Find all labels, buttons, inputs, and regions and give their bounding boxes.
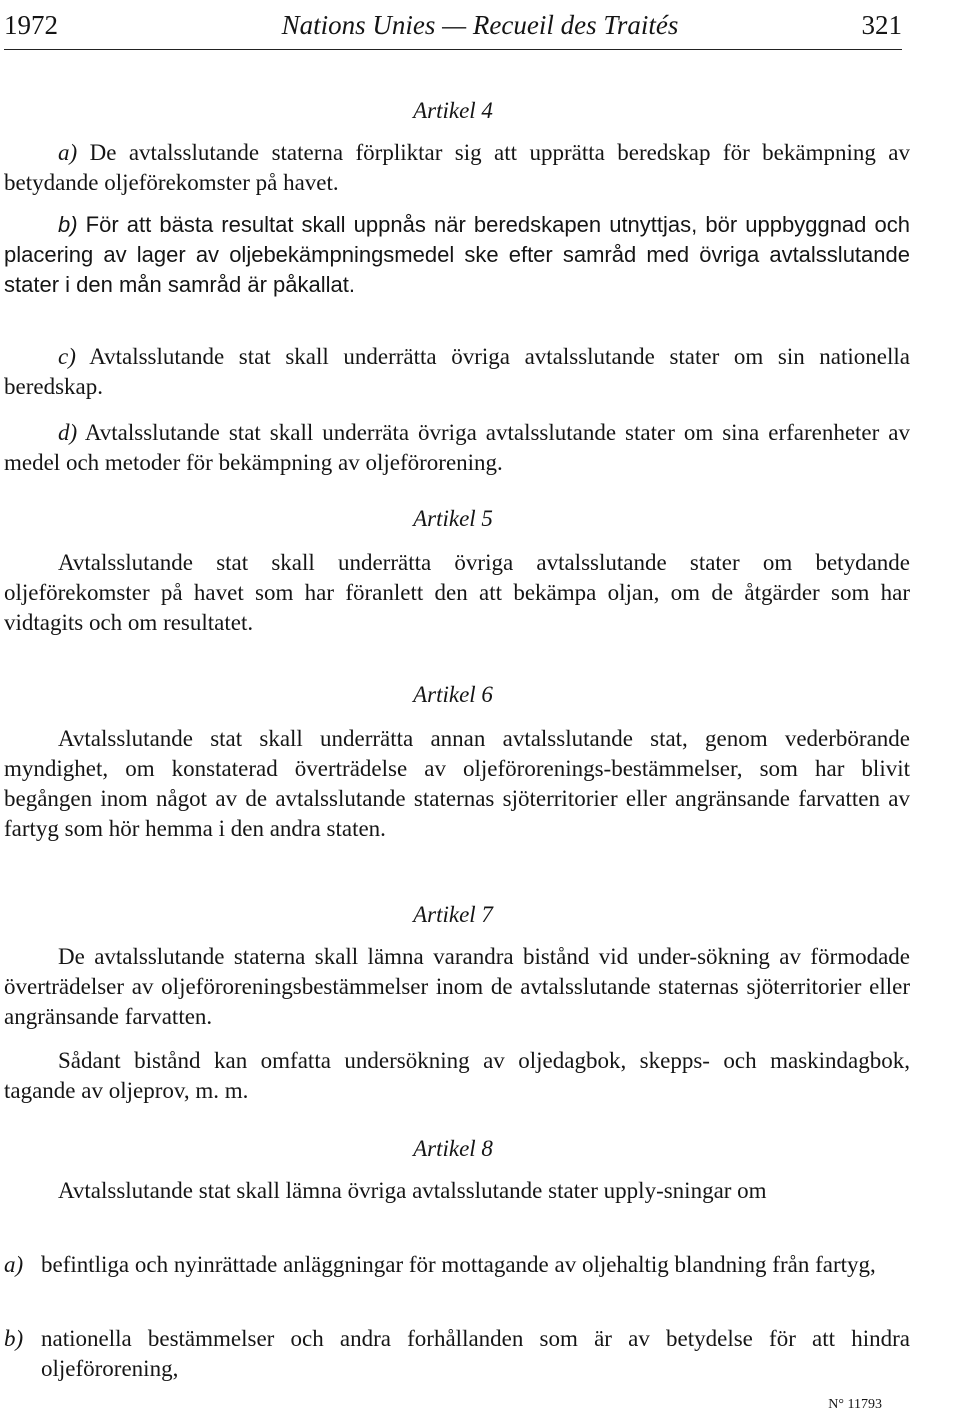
article-7-heading: Artikel 7: [413, 902, 493, 927]
paragraph-label: b): [58, 212, 78, 237]
article-6-paragraph: Avtalsslutande stat skall underrätta annan avtalsslutande stat, genom vederbörande myndighet, om konstaterad överträdelse av oljeförorenings-bestämmelser, som har blivit begången inom något av de avtalsslutande staternas sjöterritorier eller angränsande farvatten av fartyg som hör hemma i den andra staten.: [4, 726, 910, 841]
paragraph-label: d): [58, 420, 78, 445]
article-5-heading: Artikel 5: [413, 506, 493, 531]
article-4-heading: Artikel 4: [413, 98, 493, 123]
article-4-paragraph-a: [4, 138, 910, 198]
article-8-paragraph: Avtalsslutande stat skall lämna övriga avtalsslutande stater upply-sningar om: [58, 1178, 767, 1203]
article-4-paragraph-b: [4, 210, 910, 300]
header-year: 1972: [4, 10, 58, 40]
article-4-paragraph-d: [4, 418, 910, 478]
header-title: Nations Unies — Recueil des Traités: [281, 10, 679, 40]
paragraph-label: c): [58, 344, 76, 369]
article-5-paragraph: Avtalsslutande stat skall underrätta övriga avtalsslutande stater om betydande oljeförekomster på havet som har föranlett den att bekämpa oljan, om de åtgärder som har vidtagits och om resultatet.: [4, 550, 910, 635]
footer-treaty-number: N° 11793: [828, 1397, 882, 1412]
article-6-heading: Artikel 6: [413, 682, 493, 707]
item-label: a): [4, 1252, 24, 1277]
article-7-paragraph-1: De avtalsslutande staterna skall lämna varandra bistånd vid under-sökning av förmodade överträdelser av oljeföroreningsbestämmelser inom de avtalsslutande staternas sjöterritorier eller angränsande farvatten.: [4, 944, 910, 1029]
paragraph-text: Avtalsslutande stat skall underrätta övriga avtalsslutande stater om sin nationella beredskap.: [4, 344, 910, 399]
header-page-number: 321: [861, 10, 902, 40]
article-8-item-a: [4, 1250, 910, 1280]
paragraph-text: Avtalsslutande stat skall underräta övriga avtalsslutande stater om sina erfarenheter av medel och metoder för bekämpning av oljeförorening.: [4, 420, 910, 475]
paragraph-text: För att bästa resultat skall uppnås när beredskapen utnyttjas, bör uppbyggnad och placering av lager av oljebekämpningsmedel ske efter samråd med övriga avtalsslutande stater i den mån samråd är påkallat.: [4, 212, 910, 297]
item-text: nationella bestämmelser och andra forhållanden som är av betydelse för att hindra oljeförorening,: [41, 1326, 910, 1381]
article-7-paragraph-2: Sådant bistånd kan omfatta undersökning av oljedagbok, skepps- och maskindagbok, tagande av oljeprov, m. m.: [4, 1048, 910, 1103]
header-rule: [4, 49, 902, 50]
paragraph-text: De avtalsslutande staterna förpliktar sig att upprätta beredskap för bekämpning av betydande oljeförekomster på havet.: [4, 140, 910, 195]
item-text: befintliga och nyinrättade anläggningar för mottagande av oljehaltig blandning från fartyg,: [41, 1252, 876, 1277]
article-8-item-b: [4, 1324, 910, 1384]
item-label: b): [4, 1326, 24, 1351]
article-4-paragraph-c: [4, 342, 910, 402]
article-8-heading: Artikel 8: [413, 1136, 493, 1161]
paragraph-label: a): [58, 140, 78, 165]
